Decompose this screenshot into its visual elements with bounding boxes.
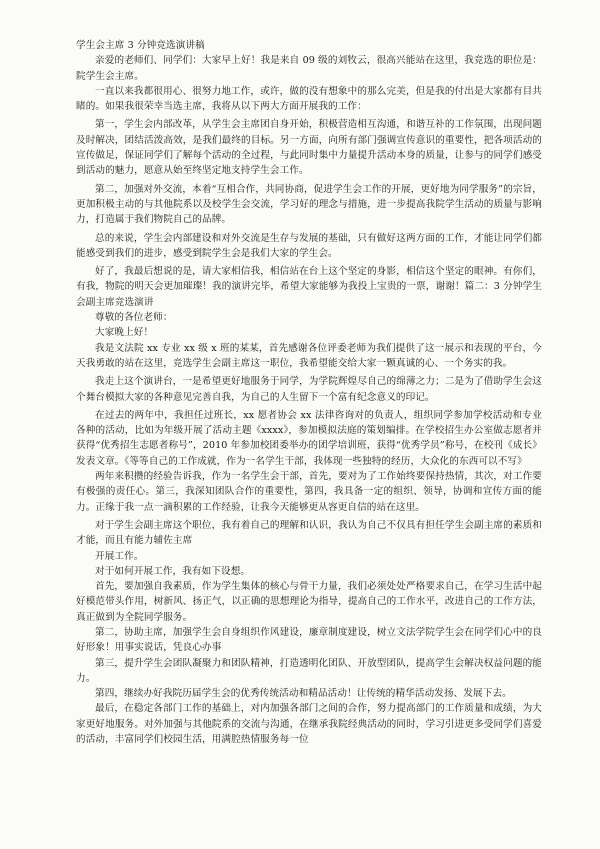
paragraph: 第二，加强对外交流，本着“互相合作，共同协商，促进学生会工作的开展，更好地为同学服务”的宗旨，更加积极主动的与其他院系以及校学生会交流，学习好的理念与措施，进一步提高我院学生活动的质量与影响力，打造属于我们物院自己的品牌。 — [76, 183, 542, 226]
paragraph: 在过去的两年中，我担任过班长，xx 愿者协会 xx 法律咨询对的负责人，组织同学参加学校活动和专业各种的活动，比如为年级开展了活动主题《xxxx》，参加模拟法庭的策划编排。在学校招生办公室做志愿者并获得“优秀招生志愿者称号”，2010 年参加校团委举办的团学培训班，获得“优秀学员”称号，在校刊《成长》发表文章。《等等自己的工作成就，作为一名学生干部，我体现一些独特的经历，大众化的东西可以不写》 — [76, 409, 542, 467]
paragraph: 一直以来我都很用心、很努力地工作，或许，做的没有想象中的那么完美，但是我的付出是大家都有目共睹的。如果我很荣幸当选主席，我将从以下两大方面开展我的工作： — [76, 85, 542, 113]
paragraph: 首先，要加强自我素质，作为学生集体的核心与骨干力量，我们必须处处严格要求自己，在学习生活中起好模范带头作用，树新风、扬正气，以正确的思想理论为指导，提高自己的工作水平，改进自己的工作方法，真正做到为全院同学服务。 — [76, 581, 542, 623]
paragraph: 对于学生会副主席这个职位，我有着自己的理解和认识，我认为自己不仅具有担任学生会副主席的素质和才能，而且有能力辅佐主席 — [76, 519, 542, 547]
paragraph: 最后，在稳定各部门工作的基础上，对内加强各部门之间的合作，努力提高部门的工作质量和成绩，为大家更好地服务。对外加强与其他院系的交流与沟通，在继承我院经典活动的同时，学习引进更多受同学们喜爱的活动，丰富同学们校园生活，用满腔热情服务每一位 — [76, 703, 542, 746]
paragraph: 第四，继续办好我院历届学生会的优秀传统活动和精品活动！让传统的精华活动发扬、发展下去。 — [95, 688, 512, 700]
paragraph: 总的来说，学生会内部建设和对外交流是生存与发展的基础，只有做好这两方面的工作，才能让同学们都能感受到我们的进步，感受到院学生会是我们大家的学生会。 — [76, 232, 542, 259]
paragraph: 第一，学生会内部改革，从学生会主席团自身开始，积极营造相互沟通，和谐互补的工作氛围，出现问题及时解决，团结活泼高效，是我们最终的目标。另一方面，向所有部门强调宣传意识的重要性，把各项活动的宣传做足，保证同学们了解每个活动的全过程，与此同时集中力量提升活动本身的质量，让参与的同学们感受到活动的魅力，愿意从始至终坚定地支持学生会工作。 — [76, 119, 542, 177]
paragraph: 我是文法院 xx 专业 xx 级 x 班的某某，首先感谢各位评委老师为我们提供了这一展示和表现的平台，今天我勇敢的站在这里，竞选学生会副主席这一职位，我希望能交给大家一颗真诚的心、一个务实的我。 — [76, 342, 542, 369]
paragraph: 第三，提升学生会团队凝聚力和团队精神，打造透明化团队、开放型团队，提高学生会解决权益问题的能力。 — [76, 657, 542, 684]
paragraph: 好了，我最后想说的是，请大家相信我，相信站在台上这个坚定的身影，相信这个坚定的眼神。有你们，有我，物院的明天会更加璀璨！我的演讲完毕，希望大家能够为我投上宝贵的一票，谢谢！篇二：3 分钟学生会副主席竞选演讲 — [76, 266, 542, 308]
paragraph: 开展工作。 — [95, 550, 144, 562]
document-title: 学生会主席 3 分钟竞选演讲稿 — [76, 40, 205, 51]
paragraph: 对于如何开展工作，我有如下设想。 — [95, 565, 251, 577]
paragraph: 尊敬的各位老师： — [95, 312, 173, 324]
paragraph: 第二，协助主席，加强学生会自身组织作风建设，廉章制度建设，树立文法学院学生会在同学们心中的良好形象！用事实说话，凭良心办事 — [76, 626, 542, 654]
paragraph: 两年来积攒的经验告诉我，作为一名学生会干部，首先，要对为了工作始终要保持热情，其次，对工作要有极强的责任心。第三，我深知团队合作的重要性，第四，我具备一定的组织、领导，协调和宣传方面的能力。正缘于我一点一滴积累的工作经验，让我今天能够更从容更自信的站在这里。 — [76, 471, 542, 513]
paragraph: 大家晚上好！ — [95, 327, 154, 339]
paragraph: 亲爱的老师们、同学们：大家早上好！我是来自 09 级的刘牧云，很高兴能站在这里，我竞选的职位是：院学生会主席。 — [76, 55, 542, 82]
paragraph: 我走上这个演讲台，一是希望更好地服务于同学，为学院辉煌尽自己的绵薄之力；二是为了借助学生会这个舞台模拟大家的各种意见完善自我，为自己的人生留下一个富有纪念意义的印记。 — [76, 376, 542, 403]
